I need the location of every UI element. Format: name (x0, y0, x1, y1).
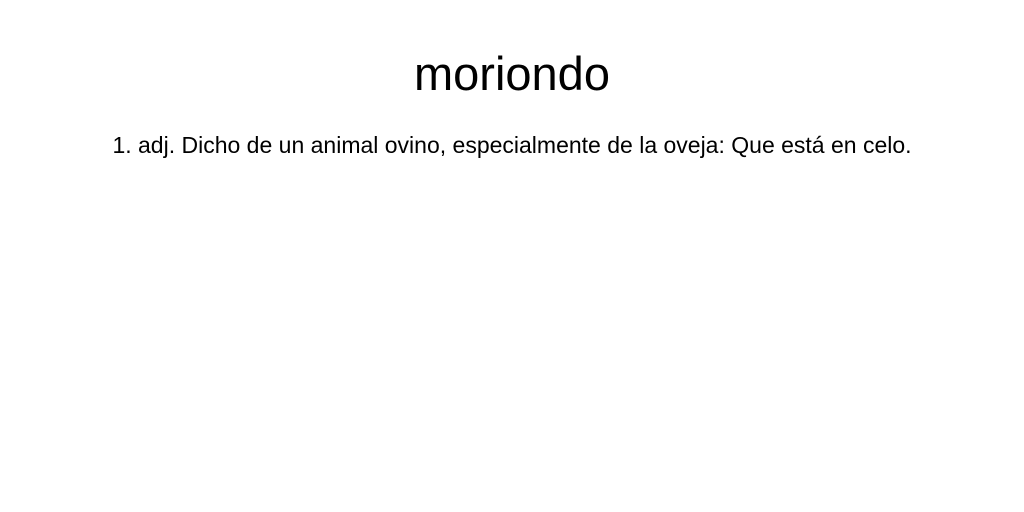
definition-item: 1. adj. Dicho de un animal ovino, especialmente de la oveja: Que está en celo. (112, 132, 912, 158)
entry-word-title: moriondo (414, 47, 610, 100)
